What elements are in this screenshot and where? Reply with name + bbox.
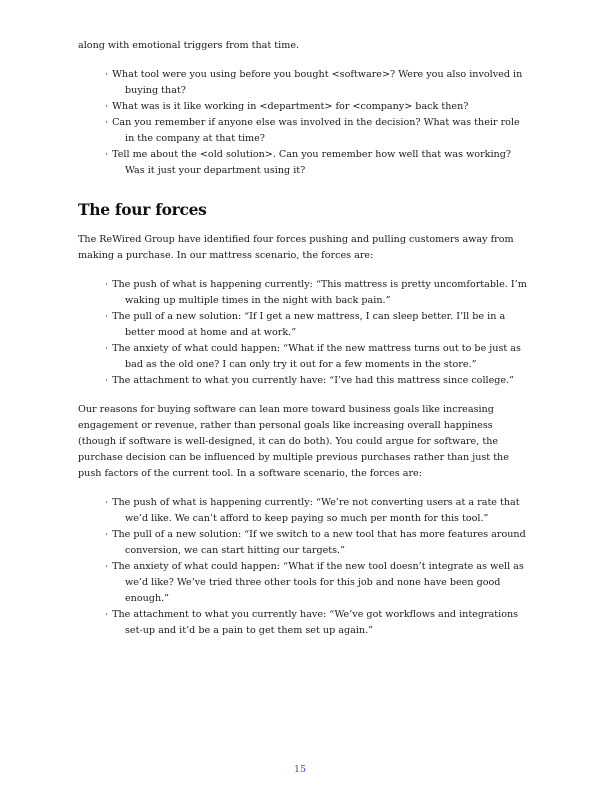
bullet-glyph: · (105, 149, 109, 160)
list-item-text: The push of what is happening currently: “This mattress is pretty uncomfortable. I’m waking up multiple times in the night with back pain.” (112, 279, 527, 306)
bullet-glyph: · (105, 609, 109, 620)
list-item (78, 559, 528, 607)
list-item (78, 373, 528, 389)
bullet-glyph: · (105, 69, 109, 80)
bullet-glyph: · (105, 101, 109, 112)
mattress-forces-list (78, 277, 528, 389)
list-item-text: Can you remember if anyone else was involved in the decision? What was their role in the company at that time? (112, 117, 520, 144)
list-item-text: The anxiety of what could happen: “What if the new mattress turns out to be just as bad as the old one? I can only try it out for a few moments in the store.” (112, 343, 521, 370)
list-item-text: What was is it like working in <department> for <company> back then? (112, 101, 469, 112)
list-item (78, 607, 528, 639)
list-item-text: The push of what is happening currently: “We’re not converting users at a rate that we’d like. We can’t afford to keep paying so much per month for this tool.” (112, 497, 520, 524)
list-item-text: Tell me about the <old solution>. Can you remember how well that was working? Was it just your department using it? (112, 149, 511, 176)
page-number: 15 (293, 764, 307, 775)
list-item-text: The attachment to what you currently have: “We’ve got workflows and integrations set-up and it’d be a pain to get them set up again.” (112, 609, 519, 636)
bullet-glyph: · (105, 561, 109, 572)
bullet-glyph: · (105, 497, 109, 508)
intro-continuation: along with emotional triggers from that time. (78, 40, 300, 51)
list-item-text: The anxiety of what could happen: “What if the new tool doesn’t integrate as well as we’d like? We’ve tried three other tools for this job and none have been good enough.” (112, 561, 524, 604)
list-item (78, 277, 528, 309)
list-item (78, 99, 528, 115)
list-item (78, 115, 528, 147)
list-item-text: The pull of a new solution: “If we switch to a new tool that has more features around conversion, we can start hitting our targets.” (112, 529, 526, 556)
list-item (78, 67, 528, 99)
list-item (78, 527, 528, 559)
section-heading: The four forces (78, 200, 207, 219)
forces-intro: The ReWired Group have identified four forces pushing and pulling customers away from making a purchase. In our mattress scenario, the forces are: (78, 234, 514, 261)
bullet-glyph: · (105, 279, 109, 290)
list-item (78, 341, 528, 373)
software-forces-list (78, 495, 528, 639)
bullet-glyph: · (105, 117, 109, 128)
page-body (78, 38, 528, 639)
list-item-text: The pull of a new solution: “If I get a new mattress, I can sleep better. I’ll be in a better mood at home and at work.” (112, 311, 506, 338)
software-intro: Our reasons for buying software can lean more toward business goals like increasing engagement or revenue, rather than personal goals like increasing overall happiness (though if software is well-designed, it can do both). You could argue for software, the purchase decision can be influenced by multiple previous purchases rather than just the push factors of the current tool. In a software scenario, the forces are: (78, 404, 509, 479)
list-item-text: What tool were you using before you bought <software>? Were you also involved in buying that? (112, 69, 523, 96)
list-item-text: The attachment to what you currently have: “I’ve had this mattress since college.” (112, 375, 515, 386)
list-item (78, 495, 528, 527)
list-item (78, 147, 528, 179)
bullet-glyph: · (105, 529, 109, 540)
list-item (78, 309, 528, 341)
interview-questions-list (78, 67, 528, 179)
bullet-glyph: · (105, 311, 109, 322)
bullet-glyph: · (105, 343, 109, 354)
bullet-glyph: · (105, 375, 109, 386)
